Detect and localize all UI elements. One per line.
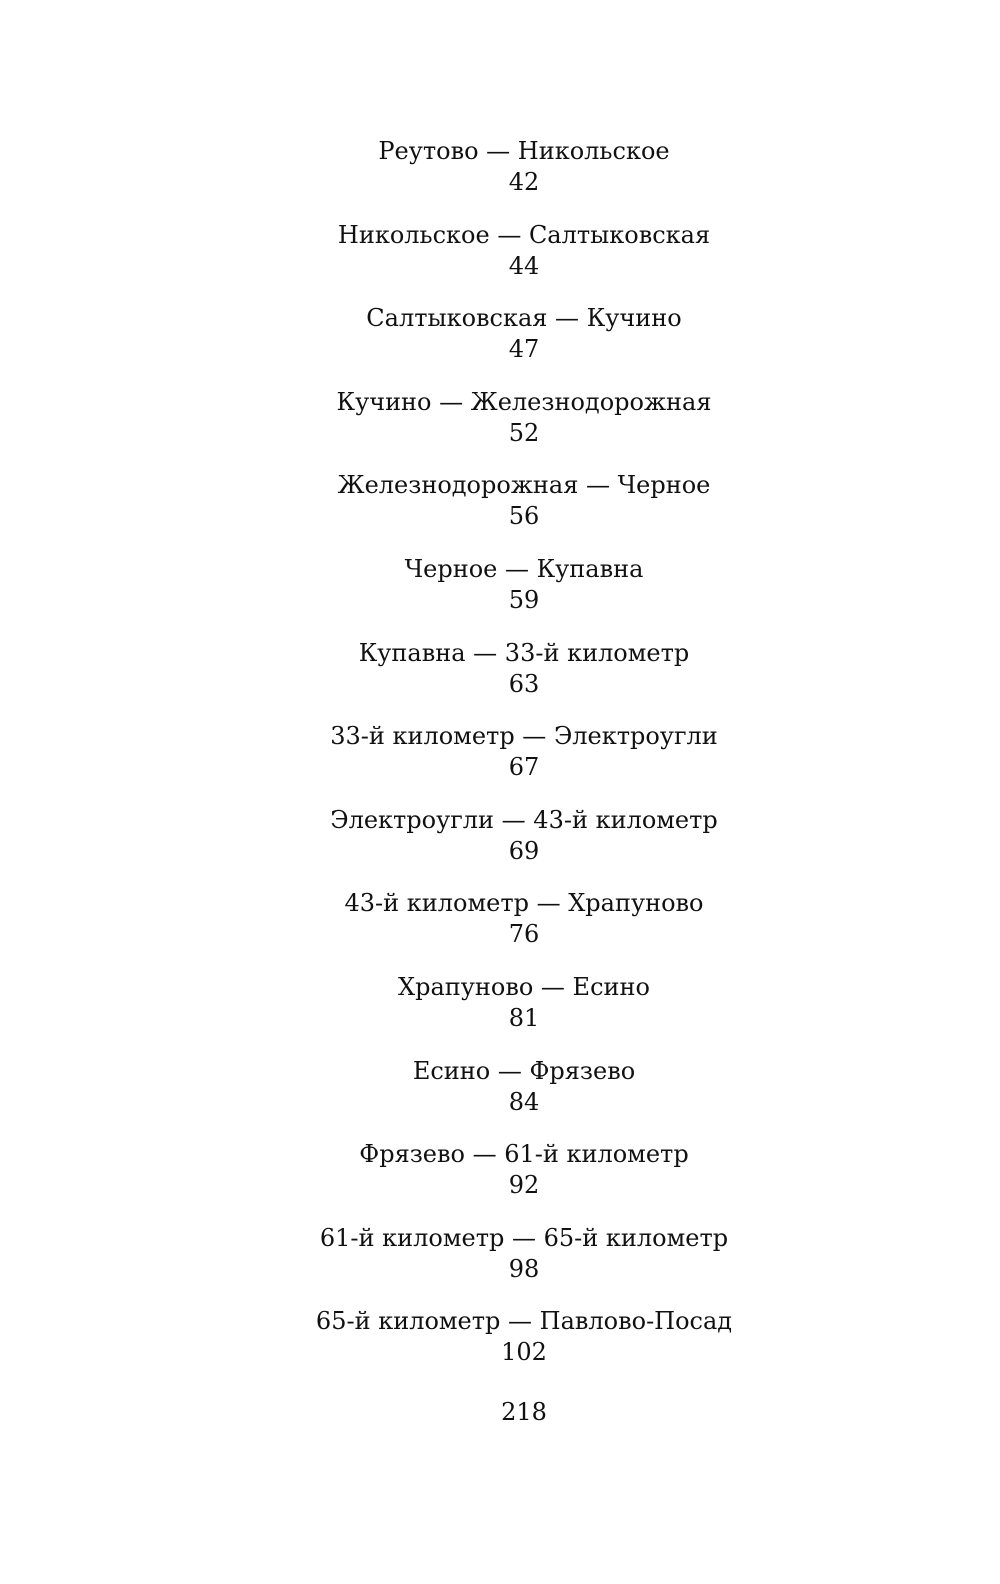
toc-entry-page: 84 (508, 1087, 540, 1116)
toc-entry (0, 887, 1000, 971)
toc-entry (0, 804, 1000, 888)
toc-entry-title: Фрязево — 61-й километр (359, 1140, 689, 1169)
toc-entry (0, 386, 1000, 470)
toc-entry-title: 65-й километр — Павлово-Посад (315, 1307, 733, 1336)
toc-entry-title: Кучино — Железнодорожная (336, 387, 712, 416)
toc-entry-title: Есино — Фрязево (412, 1056, 636, 1085)
toc-entry (0, 637, 1000, 721)
toc-entry-title: Никольское — Салтыковская (337, 220, 711, 249)
toc-entry-title: 33-й километр — Электроугли (330, 722, 718, 751)
toc-entry (0, 1138, 1000, 1222)
toc-entry-page: 63 (508, 669, 540, 698)
toc-entry (0, 302, 1000, 386)
toc-entry-page: 52 (508, 418, 540, 447)
toc-entry-page: 42 (508, 168, 540, 196)
toc-entry-page: 67 (508, 753, 540, 782)
page-number: 218 (501, 1398, 547, 1426)
toc-entry-title: Железнодорожная — Черное (337, 471, 711, 500)
toc-entry-page: 92 (508, 1171, 540, 1200)
toc-entry (0, 469, 1000, 553)
toc-entry-page: 81 (508, 1003, 540, 1032)
toc-entry-title: Электроугли — 43-й километр (330, 805, 718, 834)
toc-entry (0, 971, 1000, 1055)
toc-entry-title: 43-й километр — Храпуново (344, 889, 704, 918)
toc-entry-page: 102 (501, 1338, 547, 1367)
toc-entry-title: Реутово — Никольское (378, 137, 670, 165)
toc-entry-title: Салтыковская — Кучино (366, 304, 682, 333)
toc-entry-page: 47 (508, 335, 540, 364)
toc-entry (0, 135, 1000, 219)
toc-entry-page: 76 (508, 920, 540, 949)
toc-entry (0, 1305, 1000, 1389)
toc-entry (0, 1055, 1000, 1139)
toc-entry-page: 59 (508, 585, 540, 614)
table-of-contents (0, 135, 1000, 1389)
toc-entry (0, 219, 1000, 303)
toc-entry-page: 98 (508, 1254, 540, 1283)
toc-entry-title: Черное — Купавна (404, 554, 644, 583)
toc-entry-title: 61-й километр — 65-й километр (319, 1223, 729, 1252)
toc-entry (0, 553, 1000, 637)
toc-entry-page: 44 (508, 251, 540, 280)
toc-entry-page: 56 (508, 502, 540, 531)
toc-entry-title: Купавна — 33-й километр (358, 638, 690, 667)
toc-entry (0, 1222, 1000, 1306)
toc-entry-title: Храпуново — Есино (398, 972, 650, 1001)
toc-entry (0, 720, 1000, 804)
toc-entry-page: 69 (508, 836, 540, 865)
